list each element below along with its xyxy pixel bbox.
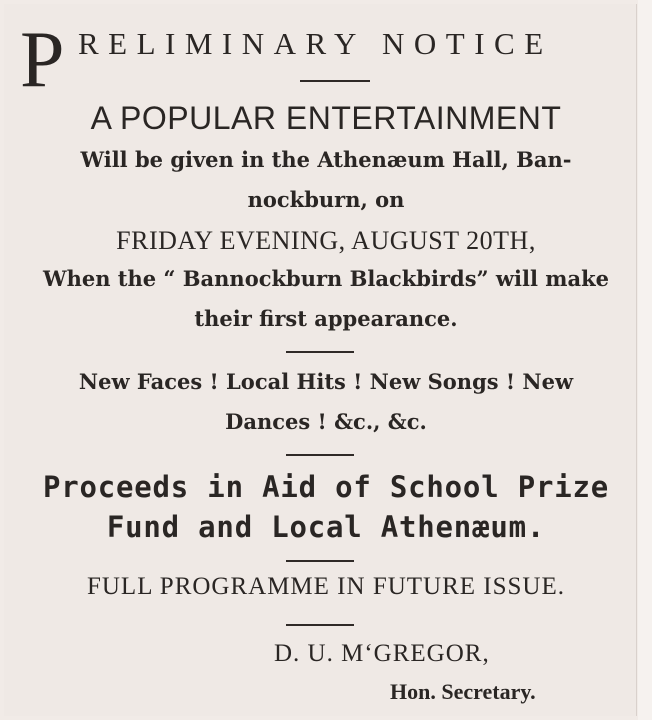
notice-heading: A POPULAR ENTERTAINMENT [90,100,562,136]
divider-rule-3 [286,454,354,456]
proceeds-line-1: Proceeds in Aid of School Prize [42,470,610,504]
title-text: RELIMINARY NOTICE [78,26,553,61]
body-line-2: nockburn, on [247,187,405,212]
divider-rule-2 [286,351,354,353]
divider-rule-1 [300,80,370,82]
notice-title [20,16,553,104]
signatory-name: D. U. M‘GREGOR, [274,640,490,667]
divider-rule-5 [286,624,354,626]
event-date: FRIDAY EVENING, AUGUST 20TH, [116,226,536,255]
body-line-4: their first appearance. [194,306,458,331]
divider-rule-4 [286,560,354,562]
title-drop-cap: P [20,16,65,104]
slogan-line-2: Dances ! &c., &c. [225,409,427,434]
slogan-line-1: New Faces ! Local Hits ! New Songs ! New [78,369,574,394]
body-line-1: Will be given in the Athenæum Hall, Ban- [80,147,572,172]
programme-notice: FULL PROGRAMME IN FUTURE ISSUE. [86,573,566,600]
body-line-3: When the “ Bannockburn Blackbirds” will make [42,266,609,291]
proceeds-line-2: Fund and Local Athenæum. [106,510,546,544]
signatory-title: Hon. Secretary. [390,679,536,704]
